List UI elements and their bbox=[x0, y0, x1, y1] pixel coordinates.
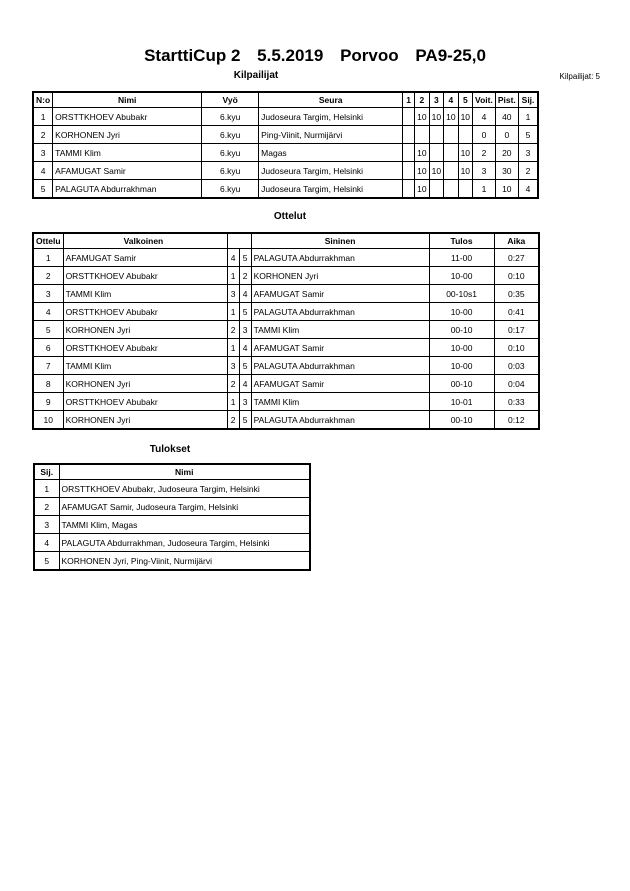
competitor-name: PALAGUTA Abdurrakhman bbox=[53, 180, 202, 199]
competitor-row bbox=[33, 162, 538, 180]
competitor-points: 0 bbox=[495, 126, 518, 144]
competitors-header-row bbox=[33, 92, 538, 108]
match-row bbox=[33, 249, 539, 267]
event-name: StarttiCup 2 bbox=[144, 46, 241, 65]
col-score-2: 2 bbox=[415, 92, 429, 108]
competitor-score: 10 bbox=[415, 162, 429, 180]
match-no: 7 bbox=[33, 357, 63, 375]
results-header-row bbox=[34, 464, 310, 480]
match-result: 00-10s1 bbox=[429, 285, 494, 303]
competitor-no: 1 bbox=[33, 108, 53, 126]
competitor-score bbox=[458, 180, 472, 199]
results-table bbox=[33, 463, 311, 571]
result-name: PALAGUTA Abdurrakhman, Judoseura Targim, Helsinki bbox=[59, 534, 310, 552]
col-score-1: 1 bbox=[403, 92, 415, 108]
competitor-no: 3 bbox=[33, 144, 53, 162]
competitor-score bbox=[403, 126, 415, 144]
match-blue: PALAGUTA Abdurrakhman bbox=[251, 357, 429, 375]
match-white-no: 2 bbox=[227, 375, 239, 393]
matches-table bbox=[32, 232, 540, 430]
match-result: 10-00 bbox=[429, 339, 494, 357]
competitor-score bbox=[444, 162, 458, 180]
competitor-score bbox=[403, 144, 415, 162]
match-blue-no: 3 bbox=[239, 393, 251, 411]
col-no: N:o bbox=[33, 92, 53, 108]
match-blue-no: 4 bbox=[239, 375, 251, 393]
competitor-belt: 6.kyu bbox=[202, 180, 259, 199]
col-belt: Vyö bbox=[202, 92, 259, 108]
col-time: Aika bbox=[494, 233, 539, 249]
competitor-score bbox=[429, 180, 443, 199]
match-blue-no: 2 bbox=[239, 267, 251, 285]
competitor-score bbox=[429, 144, 443, 162]
match-no: 4 bbox=[33, 303, 63, 321]
match-white: ORSTTKHOEV Abubakr bbox=[63, 267, 227, 285]
competitor-wins: 1 bbox=[473, 180, 496, 199]
match-white: AFAMUGAT Samir bbox=[63, 249, 227, 267]
match-time: 0:04 bbox=[494, 375, 539, 393]
competitor-name: AFAMUGAT Samir bbox=[53, 162, 202, 180]
col-club: Seura bbox=[259, 92, 403, 108]
competitor-row bbox=[33, 108, 538, 126]
col-score-3: 3 bbox=[429, 92, 443, 108]
match-no: 5 bbox=[33, 321, 63, 339]
match-blue-no: 3 bbox=[239, 321, 251, 339]
competitor-score bbox=[444, 126, 458, 144]
match-time: 0:33 bbox=[494, 393, 539, 411]
match-no: 10 bbox=[33, 411, 63, 430]
match-white: KORHONEN Jyri bbox=[63, 411, 227, 430]
competitor-points: 10 bbox=[495, 180, 518, 199]
col-rank: Sij. bbox=[518, 92, 538, 108]
match-row bbox=[33, 339, 539, 357]
competitor-score bbox=[403, 180, 415, 199]
match-white-no: 1 bbox=[227, 393, 239, 411]
match-time: 0:10 bbox=[494, 267, 539, 285]
competitor-score: 10 bbox=[458, 162, 472, 180]
competitor-wins: 2 bbox=[473, 144, 496, 162]
match-row bbox=[33, 411, 539, 430]
competitor-points: 30 bbox=[495, 162, 518, 180]
competitor-score: 10 bbox=[415, 180, 429, 199]
competitor-club: Judoseura Targim, Helsinki bbox=[259, 108, 403, 126]
match-white: ORSTTKHOEV Abubakr bbox=[63, 339, 227, 357]
col-res-rank: Sij. bbox=[34, 464, 59, 480]
col-blue-no bbox=[239, 233, 251, 249]
match-row bbox=[33, 357, 539, 375]
match-blue: AFAMUGAT Samir bbox=[251, 375, 429, 393]
match-time: 0:41 bbox=[494, 303, 539, 321]
match-white-no: 1 bbox=[227, 303, 239, 321]
matches-title: Ottelut bbox=[273, 211, 307, 222]
col-wins: Voit. bbox=[473, 92, 496, 108]
competitor-no: 5 bbox=[33, 180, 53, 199]
col-blue: Sininen bbox=[251, 233, 429, 249]
match-time: 0:12 bbox=[494, 411, 539, 430]
match-time: 0:35 bbox=[494, 285, 539, 303]
match-blue: TAMMI Klim bbox=[251, 393, 429, 411]
col-score-5: 5 bbox=[458, 92, 472, 108]
result-rank: 2 bbox=[34, 498, 59, 516]
matches-header-row bbox=[33, 233, 539, 249]
match-row bbox=[33, 393, 539, 411]
event-place: Porvoo bbox=[340, 46, 399, 65]
col-points: Pist. bbox=[495, 92, 518, 108]
competitor-rank: 4 bbox=[518, 180, 538, 199]
match-blue: PALAGUTA Abdurrakhman bbox=[251, 249, 429, 267]
match-white-no: 3 bbox=[227, 357, 239, 375]
competitor-belt: 6.kyu bbox=[202, 126, 259, 144]
match-time: 0:27 bbox=[494, 249, 539, 267]
competitor-score: 10 bbox=[458, 108, 472, 126]
match-row bbox=[33, 375, 539, 393]
result-rank: 3 bbox=[34, 516, 59, 534]
results-title: Tulokset bbox=[149, 444, 191, 455]
competitor-score bbox=[403, 108, 415, 126]
match-blue-no: 4 bbox=[239, 339, 251, 357]
competitor-rank: 1 bbox=[518, 108, 538, 126]
match-result: 00-10 bbox=[429, 375, 494, 393]
match-white: TAMMI Klim bbox=[63, 285, 227, 303]
competitor-points: 40 bbox=[495, 108, 518, 126]
competitor-no: 2 bbox=[33, 126, 53, 144]
competitor-score: 10 bbox=[429, 162, 443, 180]
competitor-name: ORSTTKHOEV Abubakr bbox=[53, 108, 202, 126]
match-blue-no: 4 bbox=[239, 285, 251, 303]
competitor-club: Judoseura Targim, Helsinki bbox=[259, 162, 403, 180]
col-res-name: Nimi bbox=[59, 464, 310, 480]
competitor-club: Magas bbox=[259, 144, 403, 162]
result-row bbox=[34, 498, 310, 516]
competitor-name: KORHONEN Jyri bbox=[53, 126, 202, 144]
match-blue-no: 5 bbox=[239, 303, 251, 321]
result-rank: 4 bbox=[34, 534, 59, 552]
competitor-row bbox=[33, 126, 538, 144]
match-white-no: 4 bbox=[227, 249, 239, 267]
match-blue: TAMMI Klim bbox=[251, 321, 429, 339]
match-result: 10-00 bbox=[429, 357, 494, 375]
match-time: 0:10 bbox=[494, 339, 539, 357]
competitors-table bbox=[32, 91, 539, 199]
match-blue-no: 5 bbox=[239, 411, 251, 430]
competitor-no: 4 bbox=[33, 162, 53, 180]
result-rank: 1 bbox=[34, 480, 59, 498]
match-white-no: 1 bbox=[227, 339, 239, 357]
competitor-club: Ping-Viinit, Nurmijärvi bbox=[259, 126, 403, 144]
result-name: TAMMI Klim, Magas bbox=[59, 516, 310, 534]
result-row bbox=[34, 534, 310, 552]
col-white-no bbox=[227, 233, 239, 249]
match-row bbox=[33, 303, 539, 321]
competitor-row bbox=[33, 180, 538, 199]
match-time: 0:03 bbox=[494, 357, 539, 375]
result-name: ORSTTKHOEV Abubakr, Judoseura Targim, Helsinki bbox=[59, 480, 310, 498]
competitor-belt: 6.kyu bbox=[202, 144, 259, 162]
col-result: Tulos bbox=[429, 233, 494, 249]
competitor-score: 10 bbox=[458, 144, 472, 162]
col-name: Nimi bbox=[53, 92, 202, 108]
result-name: KORHONEN Jyri, Ping-Viinit, Nurmijärvi bbox=[59, 552, 310, 571]
result-row bbox=[34, 516, 310, 534]
competitor-points: 20 bbox=[495, 144, 518, 162]
match-blue: AFAMUGAT Samir bbox=[251, 285, 429, 303]
col-white: Valkoinen bbox=[63, 233, 227, 249]
competitors-title: Kilpailijat bbox=[233, 70, 279, 81]
competitor-belt: 6.kyu bbox=[202, 108, 259, 126]
match-blue: KORHONEN Jyri bbox=[251, 267, 429, 285]
competitor-score: 10 bbox=[415, 108, 429, 126]
event-category: PA9-25,0 bbox=[415, 46, 486, 65]
result-row bbox=[34, 552, 310, 571]
match-no: 9 bbox=[33, 393, 63, 411]
match-row bbox=[33, 321, 539, 339]
competitor-score bbox=[444, 180, 458, 199]
competitor-count: Kilpailijat: 5 bbox=[559, 72, 600, 81]
competitor-score: 10 bbox=[444, 108, 458, 126]
match-result: 11-00 bbox=[429, 249, 494, 267]
competitor-club: Judoseura Targim, Helsinki bbox=[259, 180, 403, 199]
match-row bbox=[33, 285, 539, 303]
competitor-wins: 0 bbox=[473, 126, 496, 144]
competitor-wins: 3 bbox=[473, 162, 496, 180]
match-white-no: 2 bbox=[227, 321, 239, 339]
match-result: 00-10 bbox=[429, 411, 494, 430]
match-result: 00-10 bbox=[429, 321, 494, 339]
competitor-name: TAMMI Klim bbox=[53, 144, 202, 162]
col-score-4: 4 bbox=[444, 92, 458, 108]
result-row bbox=[34, 480, 310, 498]
competitor-score bbox=[429, 126, 443, 144]
competitor-score: 10 bbox=[429, 108, 443, 126]
competitor-score bbox=[458, 126, 472, 144]
competitor-score: 10 bbox=[415, 144, 429, 162]
competitor-score bbox=[415, 126, 429, 144]
competitor-rank: 5 bbox=[518, 126, 538, 144]
match-white: TAMMI Klim bbox=[63, 357, 227, 375]
competitor-score bbox=[403, 162, 415, 180]
competitor-score bbox=[444, 144, 458, 162]
match-result: 10-00 bbox=[429, 303, 494, 321]
match-time: 0:17 bbox=[494, 321, 539, 339]
competitor-wins: 4 bbox=[473, 108, 496, 126]
match-blue-no: 5 bbox=[239, 357, 251, 375]
match-blue: PALAGUTA Abdurrakhman bbox=[251, 411, 429, 430]
match-white: KORHONEN Jyri bbox=[63, 375, 227, 393]
result-rank: 5 bbox=[34, 552, 59, 571]
match-white-no: 1 bbox=[227, 267, 239, 285]
competitor-row bbox=[33, 144, 538, 162]
match-white: KORHONEN Jyri bbox=[63, 321, 227, 339]
match-no: 6 bbox=[33, 339, 63, 357]
match-no: 8 bbox=[33, 375, 63, 393]
match-no: 2 bbox=[33, 267, 63, 285]
competitor-belt: 6.kyu bbox=[202, 162, 259, 180]
event-date: 5.5.2019 bbox=[257, 46, 324, 65]
match-no: 3 bbox=[33, 285, 63, 303]
match-blue: PALAGUTA Abdurrakhman bbox=[251, 303, 429, 321]
match-result: 10-01 bbox=[429, 393, 494, 411]
result-name: AFAMUGAT Samir, Judoseura Targim, Helsinki bbox=[59, 498, 310, 516]
match-white-no: 3 bbox=[227, 285, 239, 303]
competitor-rank: 2 bbox=[518, 162, 538, 180]
match-blue: AFAMUGAT Samir bbox=[251, 339, 429, 357]
match-white: ORSTTKHOEV Abubakr bbox=[63, 393, 227, 411]
competitor-rank: 3 bbox=[518, 144, 538, 162]
match-no: 1 bbox=[33, 249, 63, 267]
match-row bbox=[33, 267, 539, 285]
match-white: ORSTTKHOEV Abubakr bbox=[63, 303, 227, 321]
event-title bbox=[0, 46, 630, 66]
col-match-no: Ottelu bbox=[33, 233, 63, 249]
match-blue-no: 5 bbox=[239, 249, 251, 267]
match-result: 10-00 bbox=[429, 267, 494, 285]
match-white-no: 2 bbox=[227, 411, 239, 430]
